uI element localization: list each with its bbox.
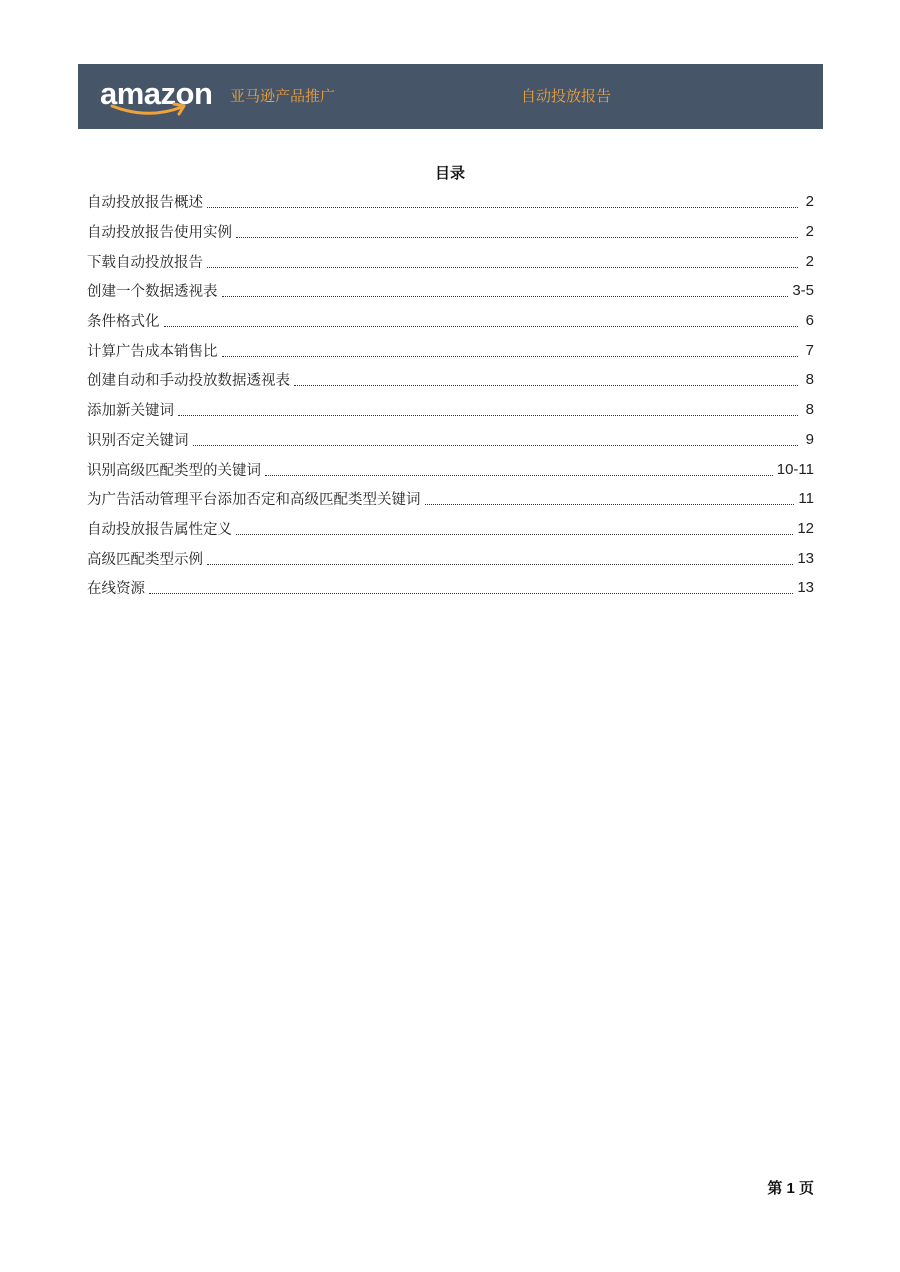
page-number: 第 1 页 [767, 1180, 814, 1197]
logo-wordmark: amazon [100, 75, 213, 111]
toc-entry[interactable] [87, 543, 814, 573]
toc-entry-label: 自动投放报告使用实例 [87, 225, 232, 242]
toc-entry-label: 识别否定关键词 [87, 432, 189, 449]
toc-entry[interactable] [87, 573, 814, 603]
toc-entry[interactable] [87, 425, 814, 455]
toc-entry-page: 9 [805, 430, 814, 448]
toc-entry-page: 13 [797, 549, 814, 567]
brand-name: 亚马逊产品推广 [230, 87, 336, 105]
toc-entry-page: 13 [797, 579, 814, 597]
dot-leader [207, 207, 798, 208]
dot-leader [222, 356, 799, 357]
toc-entry-label: 自动投放报告属性定义 [87, 521, 232, 538]
toc-entry-page: 2 [805, 223, 814, 241]
smile-arrow-icon [110, 102, 190, 118]
toc-entry-label: 添加新关键词 [87, 403, 174, 420]
table-of-contents [87, 187, 814, 603]
toc-entry[interactable] [87, 484, 814, 514]
toc-entry-label: 创建一个数据透视表 [87, 284, 218, 301]
toc-entry[interactable] [87, 217, 814, 247]
toc-entry[interactable] [87, 246, 814, 276]
toc-entry[interactable] [87, 365, 814, 395]
toc-entry-label: 识别高级匹配类型的关键词 [87, 462, 261, 479]
toc-entry[interactable] [87, 335, 814, 365]
toc-entry-page: 7 [805, 341, 814, 359]
dot-leader [425, 504, 795, 505]
toc-entry[interactable] [87, 454, 814, 484]
toc-entry[interactable] [87, 395, 814, 425]
toc-entry[interactable] [87, 514, 814, 544]
toc-entry-page: 8 [805, 371, 814, 389]
dot-leader [294, 385, 798, 386]
toc-heading: 目录 [434, 164, 465, 182]
toc-entry[interactable] [87, 276, 814, 306]
dot-leader [178, 415, 798, 416]
dot-leader [207, 564, 793, 565]
toc-entry-label: 创建自动和手动投放数据透视表 [87, 373, 290, 390]
dot-leader [193, 445, 799, 446]
toc-entry[interactable] [87, 306, 814, 336]
dot-leader [236, 237, 798, 238]
toc-entry-page: 11 [798, 490, 814, 508]
toc-entry-page: 2 [805, 193, 814, 211]
dot-leader [222, 296, 789, 297]
toc-entry[interactable] [87, 187, 814, 217]
toc-entry-page: 2 [805, 252, 814, 270]
dot-leader [164, 326, 799, 327]
toc-entry-label: 在线资源 [87, 581, 145, 598]
toc-entry-page: 10-11 [776, 460, 814, 478]
toc-entry-label: 计算广告成本销售比 [87, 343, 218, 360]
toc-entry-label: 高级匹配类型示例 [87, 551, 203, 568]
toc-entry-label: 下载自动投放报告 [87, 254, 203, 271]
toc-entry-page: 6 [805, 312, 814, 330]
report-title: 自动投放报告 [521, 87, 612, 105]
amazon-logo [100, 72, 212, 122]
toc-entry-page: 12 [797, 519, 814, 537]
dot-leader [236, 534, 793, 535]
toc-entry-page: 3-5 [792, 282, 814, 300]
toc-entry-label: 为广告活动管理平台添加否定和高级匹配类型关键词 [87, 492, 421, 509]
toc-entry-page: 8 [805, 401, 814, 419]
dot-leader [149, 593, 793, 594]
dot-leader [265, 475, 773, 476]
toc-entry-label: 条件格式化 [87, 314, 160, 331]
dot-leader [207, 267, 798, 268]
toc-entry-label: 自动投放报告概述 [87, 195, 203, 212]
document-header [78, 64, 823, 129]
